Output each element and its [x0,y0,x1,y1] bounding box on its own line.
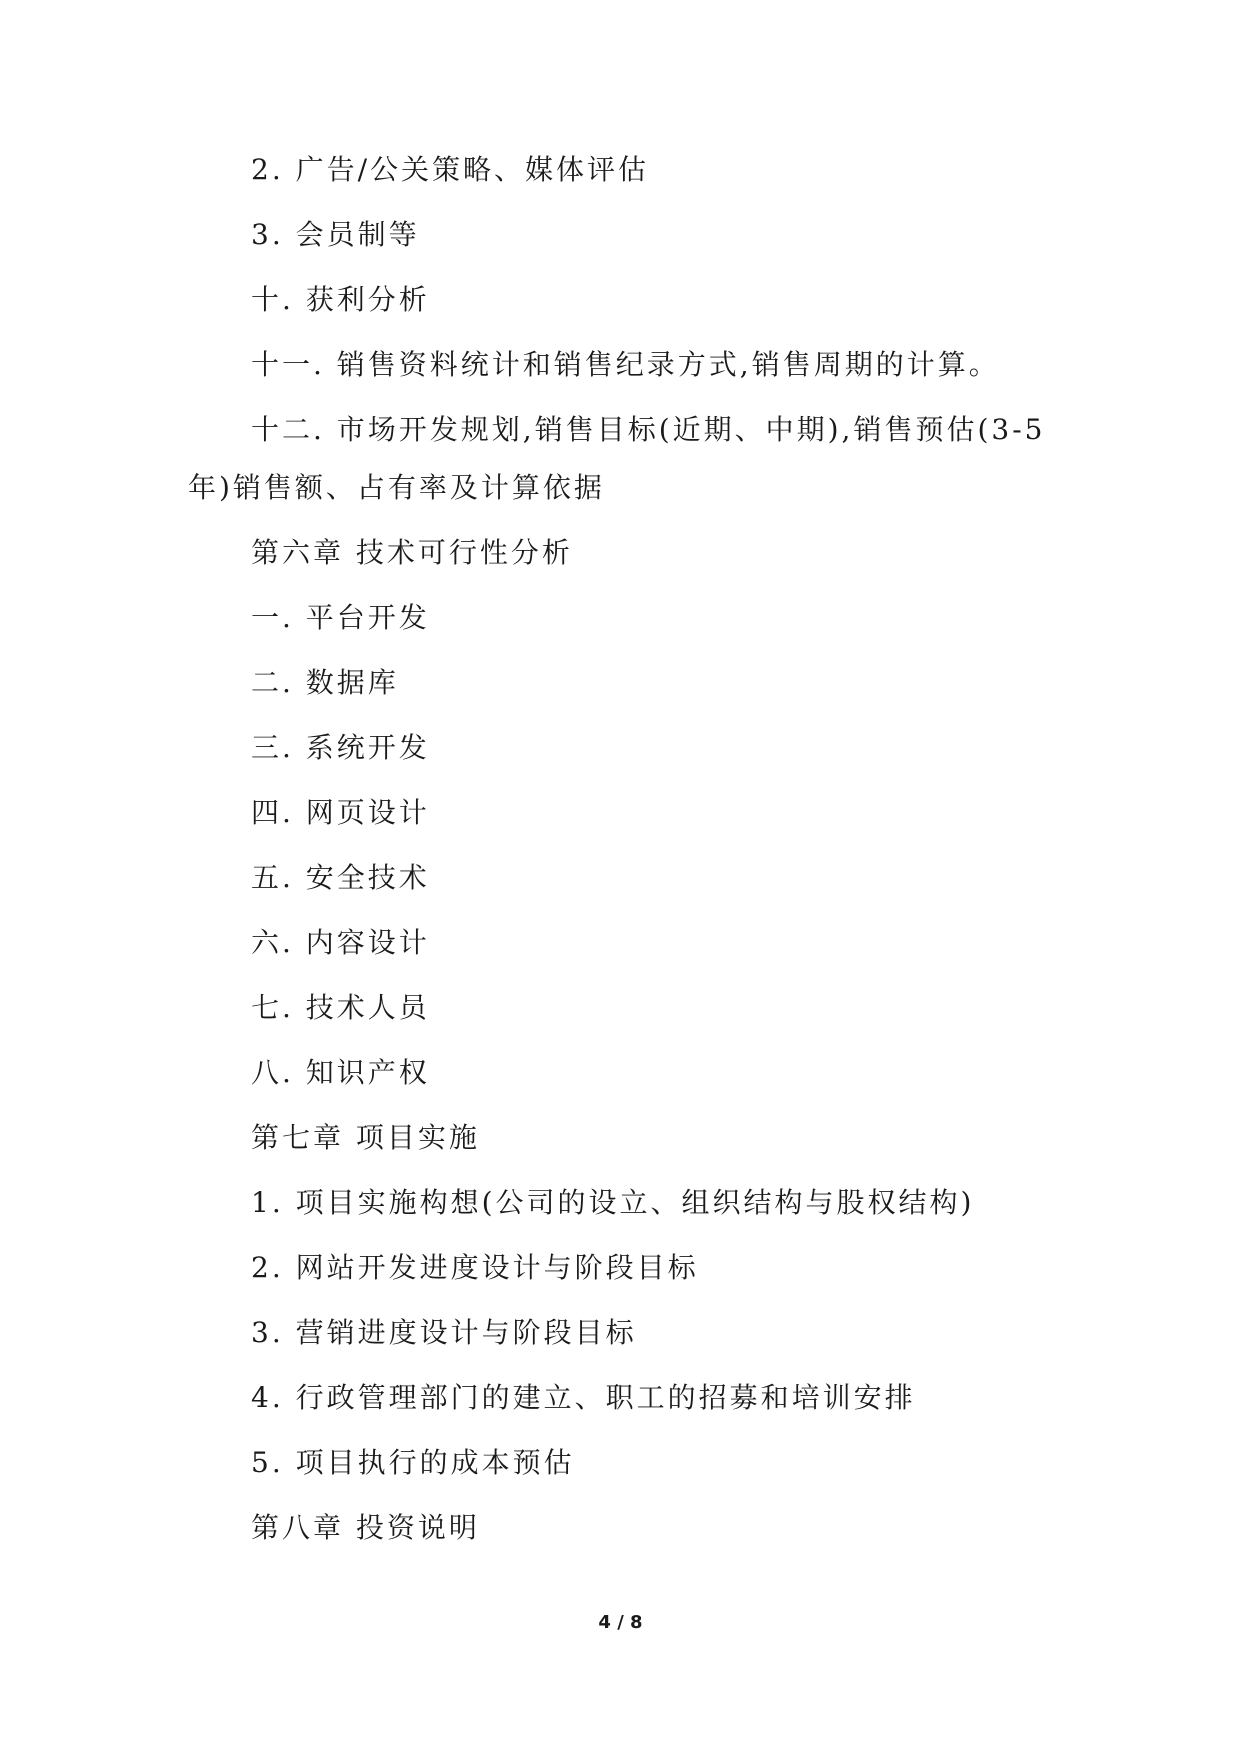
section-heading: 十二. 市场开发规划,销售目标(近期、中期),销售预估(3-5 [251,413,1046,446]
chapter-heading: 第八章 投资说明 [251,1511,480,1544]
chapter-heading: 第六章 技术可行性分析 [251,536,573,569]
list-item: 3. 会员制等 [251,218,420,251]
list-item: 4. 行政管理部门的建立、职工的招募和培训安排 [251,1381,916,1414]
page-number: 4 / 8 [598,1612,643,1633]
list-item: 二. 数据库 [251,666,399,699]
list-item: 1. 项目实施构想(公司的设立、组织结构与股权结构) [251,1186,975,1219]
list-item: 2. 网站开发进度设计与阶段目标 [251,1251,699,1284]
section-heading: 十. 获利分析 [251,283,430,316]
list-item: 一. 平台开发 [251,601,430,634]
list-item: 3. 营销进度设计与阶段目标 [251,1316,637,1349]
document-body [188,150,1068,1573]
list-item: 七. 技术人员 [251,991,430,1024]
chapter-heading: 第七章 项目实施 [251,1121,480,1154]
list-item: 四. 网页设计 [251,796,430,829]
list-item: 五. 安全技术 [251,861,430,894]
list-item: 5. 项目执行的成本预估 [251,1446,575,1479]
section-heading: 十一. 销售资料统计和销售纪录方式,销售周期的计算。 [251,348,1000,381]
list-item: 八. 知识产权 [251,1056,430,1089]
list-item: 三. 系统开发 [251,731,430,764]
section-heading-continuation: 年)销售额、占有率及计算依据 [188,471,605,504]
list-item: 2. 广告/公关策略、媒体评估 [251,153,650,186]
list-item: 六. 内容设计 [251,926,430,959]
